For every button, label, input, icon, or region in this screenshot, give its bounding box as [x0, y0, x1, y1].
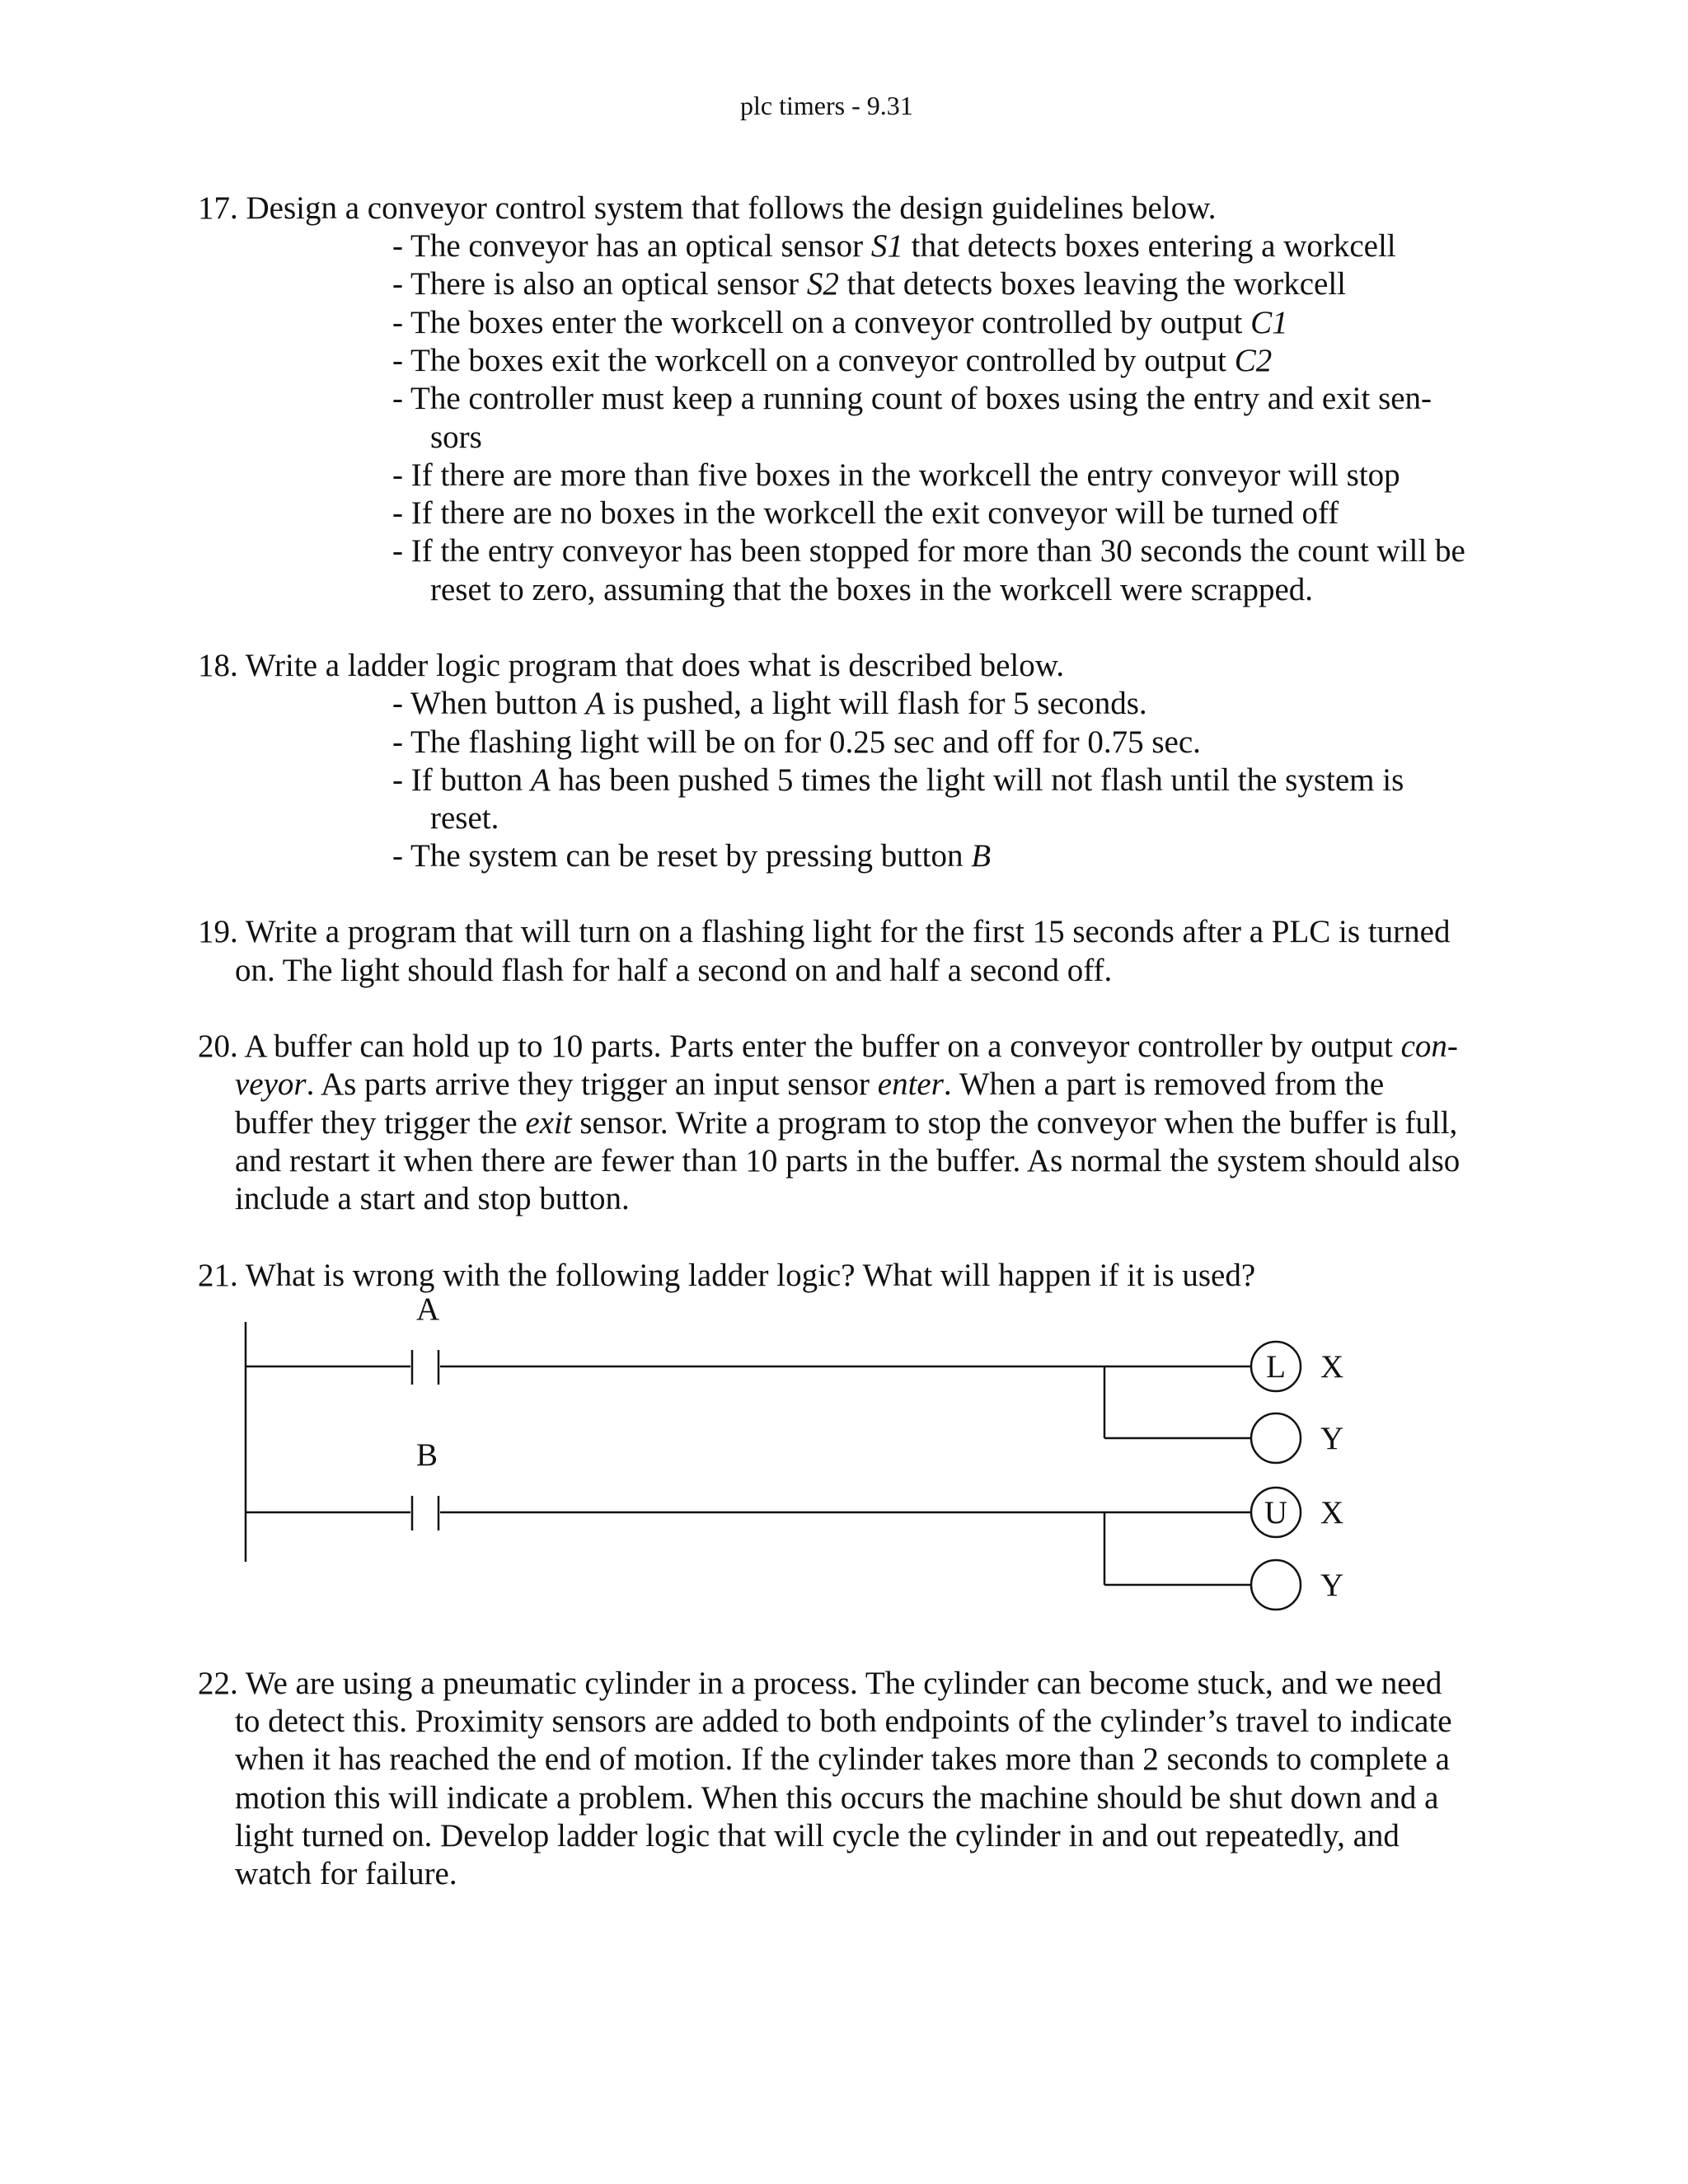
q20-line-4: and restart it when there are fewer than 10 parts in the buffer. As normal the system should also	[235, 1143, 1461, 1179]
q17-bullet-2: - There is also an optical sensor S2 that detects boxes leaving the workcell	[392, 266, 1347, 302]
q18-bullet-2: - The flashing light will be on for 0.25 sec and off for 0.75 sec.	[392, 724, 1201, 760]
q22-line-2: to detect this. Proximity sensors are added to both endpoints of the cylinder’s travel to indicate	[235, 1704, 1452, 1739]
q18-bullet-3: - If button A has been pushed 5 times the light will not flash until the system is	[392, 762, 1404, 798]
q18-bullet-3-cont: reset.	[430, 800, 499, 836]
coil-1-label: X	[1320, 1349, 1344, 1385]
q22-line-4: motion this will indicate a problem. When this occurs the machine should be shut down and a	[235, 1780, 1439, 1816]
q22-line-5: light turned on. Develop ladder logic that will cycle the cylinder in and out repeatedly, and	[235, 1818, 1400, 1854]
coil-y-1	[1251, 1413, 1301, 1463]
q20-line-2: veyor. As parts arrive they trigger an input sensor enter. When a part is removed from the	[235, 1066, 1385, 1102]
q22-line-1: 22. We are using a pneumatic cylinder in a process. The cylinder can become stuck, and we need	[198, 1666, 1442, 1701]
coil-y-2	[1251, 1560, 1301, 1610]
q17-bullet-6: - If there are more than five boxes in the workcell the entry conveyor will stop	[392, 457, 1400, 493]
coil-4-label: Y	[1320, 1568, 1344, 1603]
q17-bullet-8: - If the entry conveyor has been stopped for more than 30 seconds the count will be	[392, 533, 1465, 569]
q18-bullet-4: - The system can be reset by pressing button B	[392, 838, 992, 874]
coil-2-label: Y	[1320, 1421, 1344, 1456]
q17-bullet-8-cont: reset to zero, assuming that the boxes in the workcell were scrapped.	[430, 572, 1314, 607]
q20-line-1: 20. A buffer can hold up to 10 parts. Parts enter the buffer on a conveyor controller by output con-	[198, 1029, 1458, 1064]
q18-bullet-1: - When button A is pushed, a light will flash for 5 seconds.	[392, 686, 1147, 721]
coil-latch-mark: L	[1266, 1349, 1286, 1385]
q17-bullet-7: - If there are no boxes in the workcell the exit conveyor will be turned off	[392, 495, 1339, 531]
contact-a-label: A	[416, 1291, 440, 1327]
q17-bullet-4: - The boxes exit the workcell on a conveyor controlled by output C2	[392, 343, 1273, 378]
q18-title: 18. Write a ladder logic program that does what is described below.	[198, 648, 1065, 683]
q21-title: 21. What is wrong with the following ladder logic? What will happen if it is used?	[198, 1258, 1256, 1293]
q20-line-5: include a start and stop button.	[235, 1181, 630, 1216]
q17-title: 17. Design a conveyor control system that follows the design guidelines below.	[198, 190, 1217, 226]
coil-3-label: X	[1320, 1495, 1344, 1530]
coil-unlatch-mark: U	[1264, 1495, 1288, 1530]
q20-line-3: buffer they trigger the exit sensor. Write a program to stop the conveyor when the buffer is full,	[235, 1105, 1458, 1141]
q19-line-1: 19. Write a program that will turn on a flashing light for the first 15 seconds after a PLC is turned	[198, 914, 1451, 949]
q19-line-2: on. The light should flash for half a second on and half a second off.	[235, 953, 1113, 988]
q17-bullet-1: - The conveyor has an optical sensor S1 that detects boxes entering a workcell	[392, 228, 1396, 264]
q17-bullet-5: - The controller must keep a running count of boxes using the entry and exit sen-	[392, 381, 1432, 416]
contact-b-label: B	[416, 1437, 438, 1473]
q17-bullet-5-cont: sors	[430, 419, 482, 455]
q17-bullet-3: - The boxes enter the workcell on a conveyor controlled by output C1	[392, 305, 1288, 340]
running-head: plc timers - 9.31	[740, 91, 913, 120]
q22-line-3: when it has reached the end of motion. If the cylinder takes more than 2 seconds to complete a	[235, 1741, 1450, 1777]
q22-line-6: watch for failure.	[235, 1856, 457, 1891]
